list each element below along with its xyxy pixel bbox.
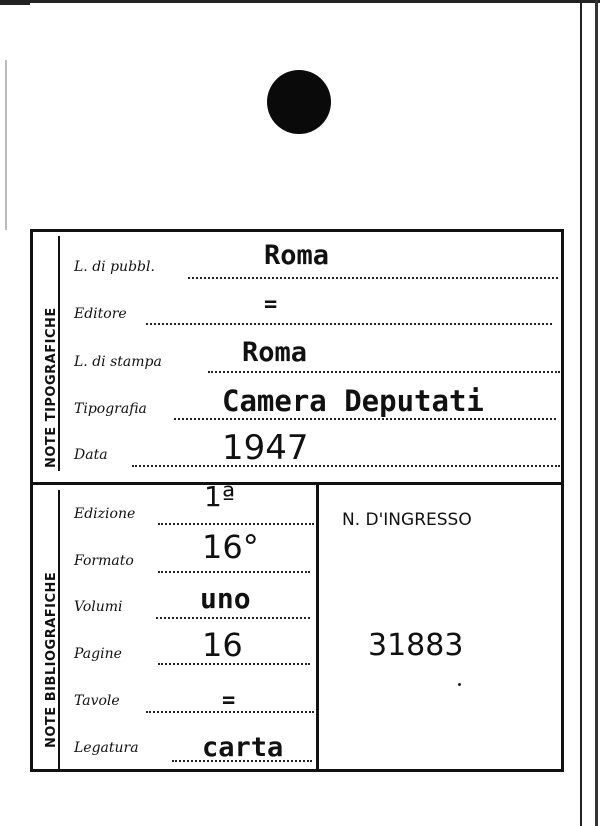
printer-line bbox=[174, 418, 556, 420]
publisher-line bbox=[146, 323, 552, 325]
place-of-printing-line bbox=[208, 371, 560, 373]
place-of-publication-value: Roma bbox=[264, 240, 330, 271]
printer-value: Camera Deputati bbox=[222, 384, 484, 418]
date-label: Data bbox=[74, 447, 108, 463]
column-divider bbox=[316, 485, 319, 772]
plates-label: Tavole bbox=[74, 693, 120, 709]
binding-value: carta bbox=[202, 732, 284, 763]
volumes-line bbox=[156, 617, 310, 619]
date-line bbox=[132, 465, 560, 467]
place-of-printing-label: L. di stampa bbox=[74, 354, 162, 370]
card-top-edge bbox=[0, 0, 600, 3]
edition-label: Edizione bbox=[74, 506, 136, 522]
card-top-edge-tick bbox=[0, 3, 30, 5]
format-label: Formato bbox=[74, 553, 134, 569]
place-of-printing-value: Roma bbox=[242, 337, 308, 368]
accession-number: 31883 bbox=[368, 628, 464, 663]
typographic-section-title: NOTE TIPOGRAFICHE bbox=[44, 307, 59, 468]
printer-label: Tipografia bbox=[74, 401, 147, 417]
pages-value: 16 bbox=[202, 626, 243, 664]
card-left-edge bbox=[5, 60, 7, 230]
card-right-border bbox=[595, 0, 598, 826]
pages-label: Pagine bbox=[74, 646, 122, 662]
card-right-edge bbox=[580, 0, 582, 826]
place-of-publication-line bbox=[188, 277, 558, 279]
date-value: 1947 bbox=[222, 428, 309, 468]
plates-value: = bbox=[222, 688, 236, 713]
edition-value: 1ª bbox=[204, 480, 236, 513]
volumes-label: Volumi bbox=[74, 599, 123, 615]
accession-label: N. D'INGRESSO bbox=[342, 510, 472, 530]
volumes-value: uno bbox=[200, 582, 251, 615]
binding-label: Legatura bbox=[74, 740, 139, 756]
section-divider bbox=[30, 482, 564, 485]
format-line bbox=[158, 571, 310, 573]
place-of-publication-label: L. di pubbl. bbox=[74, 259, 155, 275]
ink-speck bbox=[458, 683, 461, 686]
publisher-label: Editore bbox=[74, 306, 127, 322]
edition-line bbox=[158, 523, 314, 525]
format-value: 16° bbox=[202, 528, 259, 566]
publisher-value: = bbox=[264, 292, 278, 317]
bibliographic-section-title: NOTE BIBLIOGRAFICHE bbox=[44, 571, 59, 748]
punch-hole bbox=[267, 70, 331, 134]
